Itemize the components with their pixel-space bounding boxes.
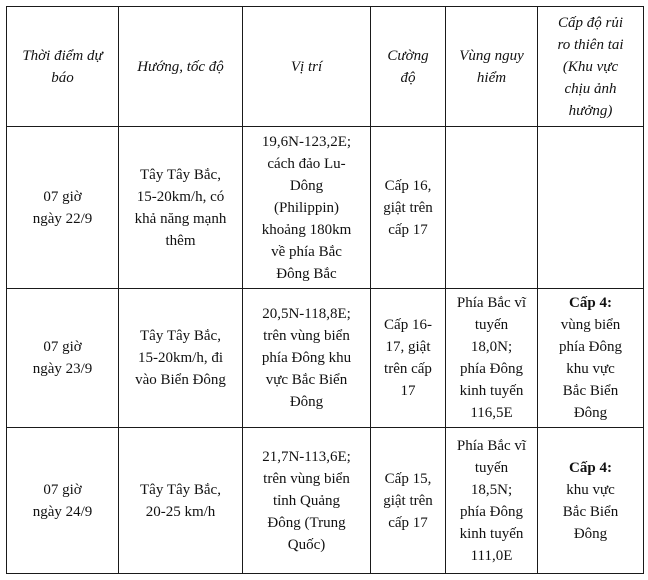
text-line: kinh tuyến bbox=[459, 383, 524, 399]
header-row bbox=[7, 7, 644, 127]
text-line: giật trên bbox=[383, 492, 433, 509]
cell-direction bbox=[119, 289, 243, 428]
text-line: 111,0E bbox=[470, 547, 513, 564]
risk-level-label: Cấp 4: bbox=[569, 295, 612, 311]
text-line: 20-25 km/h bbox=[145, 503, 216, 520]
text-line: về phía Bắc bbox=[271, 243, 342, 260]
text-line: 15-20km/h, có bbox=[136, 188, 225, 205]
text-line: Tây Tây Bắc, bbox=[140, 166, 221, 183]
text-line: Đông bbox=[573, 405, 608, 421]
text-line: Hướng, tốc độ bbox=[137, 58, 224, 75]
text-line: Tây Tây Bắc, bbox=[140, 328, 221, 344]
text-line: Thời điểm dự bbox=[22, 47, 103, 64]
text-line: vực Bắc Biển bbox=[265, 372, 348, 388]
text-line: 07 giờ bbox=[43, 188, 82, 205]
text-line: trên vùng biển bbox=[263, 470, 350, 487]
header-risk-level bbox=[538, 7, 644, 127]
text-line: 18,0N; bbox=[470, 339, 513, 355]
risk-level-area bbox=[543, 479, 638, 545]
text-line: Quốc) bbox=[287, 536, 326, 553]
cell-risk-level bbox=[538, 127, 644, 289]
text-line: độ bbox=[400, 69, 416, 86]
text-line: tuyến bbox=[474, 459, 509, 476]
cell-position bbox=[243, 127, 371, 289]
cell-danger-zone bbox=[446, 289, 538, 428]
text-line: Đông (Trung bbox=[267, 514, 346, 531]
cell-time bbox=[7, 289, 119, 428]
text-line: Cường bbox=[387, 47, 429, 64]
text-line: cấp 17 bbox=[388, 221, 428, 238]
text-line: vùng biển bbox=[560, 317, 621, 333]
text-line: 07 giờ bbox=[43, 481, 82, 498]
text-line: vào Biển Đông bbox=[135, 372, 226, 388]
cell-danger-zone bbox=[446, 428, 538, 574]
cell-risk-level bbox=[538, 289, 644, 428]
text-line: tuyến bbox=[474, 317, 509, 333]
text-line: ngày 22/9 bbox=[32, 210, 93, 227]
table-row bbox=[7, 428, 644, 574]
text-line: Phía Bắc vĩ bbox=[456, 437, 527, 454]
text-line: khu vực bbox=[566, 481, 615, 498]
cell-position bbox=[243, 289, 371, 428]
text-line: Cấp 16, bbox=[384, 177, 432, 194]
text-line: Đông bbox=[573, 525, 608, 542]
text-line: Cấp độ rủi bbox=[557, 14, 623, 31]
cell-direction bbox=[119, 127, 243, 289]
text-line: Bắc Biển bbox=[562, 383, 619, 399]
text-line: Bắc Biển bbox=[562, 503, 619, 520]
text-line: hiểm bbox=[476, 69, 507, 86]
table-row bbox=[7, 127, 644, 289]
text-line: trên vùng biển bbox=[263, 328, 350, 344]
cell-time bbox=[7, 127, 119, 289]
text-line: cấp 17 bbox=[388, 514, 428, 531]
text-line: báo bbox=[51, 69, 74, 86]
text-line: 19,6N-123,2E; bbox=[261, 133, 352, 150]
text-line: 17, giật bbox=[385, 339, 431, 355]
text-line: ngày 23/9 bbox=[32, 361, 93, 377]
text-line: 15-20km/h, đi bbox=[138, 350, 223, 366]
table-row bbox=[7, 289, 644, 428]
text-line: kinh tuyến bbox=[459, 525, 524, 542]
cell-intensity bbox=[371, 289, 446, 428]
text-line: phía Đông bbox=[460, 503, 523, 520]
forecast-table bbox=[6, 6, 644, 574]
text-line: 07 giờ bbox=[43, 339, 82, 355]
risk-level-label: Cấp 4: bbox=[569, 459, 612, 476]
cell-intensity bbox=[371, 127, 446, 289]
text-line: 21,7N-113,6E; bbox=[262, 448, 351, 465]
text-line: 116,5E bbox=[470, 405, 513, 421]
header-intensity bbox=[371, 7, 446, 127]
header-time bbox=[7, 7, 119, 127]
risk-level-area bbox=[543, 314, 638, 424]
text-line: cách đảo Lu- bbox=[267, 155, 346, 172]
text-line: Vị trí bbox=[290, 58, 323, 75]
cell-time bbox=[7, 428, 119, 574]
text-line: Vùng nguy bbox=[459, 47, 524, 64]
text-line: thêm bbox=[165, 232, 196, 249]
cell-risk-level bbox=[538, 428, 644, 574]
text-line: giật trên bbox=[383, 199, 433, 216]
text-line: khu vực bbox=[566, 361, 615, 377]
cell-intensity bbox=[371, 428, 446, 574]
text-line: Dông bbox=[289, 177, 324, 194]
text-line: phía Đông bbox=[460, 361, 523, 377]
text-line: Cấp 15, bbox=[384, 470, 432, 487]
text-line: tỉnh Quảng bbox=[272, 492, 341, 509]
text-line: chịu ảnh bbox=[564, 80, 617, 97]
text-line: khoảng 180km bbox=[261, 221, 352, 238]
text-line: phía Đông bbox=[559, 339, 622, 355]
text-line: 20,5N-118,8E; bbox=[262, 306, 351, 322]
text-line: Đông bbox=[289, 394, 324, 410]
cell-position bbox=[243, 428, 371, 574]
cell-danger-zone bbox=[446, 127, 538, 289]
text-line: phía Đông khu bbox=[261, 350, 352, 366]
text-line: ngày 24/9 bbox=[32, 503, 93, 520]
text-line: Cấp 16- bbox=[384, 317, 432, 333]
text-line: 17 bbox=[400, 383, 416, 399]
text-line: Phía Bắc vĩ bbox=[456, 295, 527, 311]
header-danger-zone bbox=[446, 7, 538, 127]
text-line: (Khu vực bbox=[562, 58, 619, 75]
text-line: (Philippin) bbox=[273, 199, 339, 216]
header-direction bbox=[119, 7, 243, 127]
text-line: 18,5N; bbox=[470, 481, 513, 498]
text-line: trên cấp bbox=[384, 361, 432, 377]
cell-direction bbox=[119, 428, 243, 574]
text-line: Đông Bắc bbox=[276, 265, 337, 282]
text-line: khả năng mạnh bbox=[134, 210, 227, 227]
text-line: Tây Tây Bắc, bbox=[140, 481, 221, 498]
text-line: hưởng) bbox=[568, 102, 613, 119]
text-line: ro thiên tai bbox=[557, 36, 624, 53]
header-position bbox=[243, 7, 371, 127]
